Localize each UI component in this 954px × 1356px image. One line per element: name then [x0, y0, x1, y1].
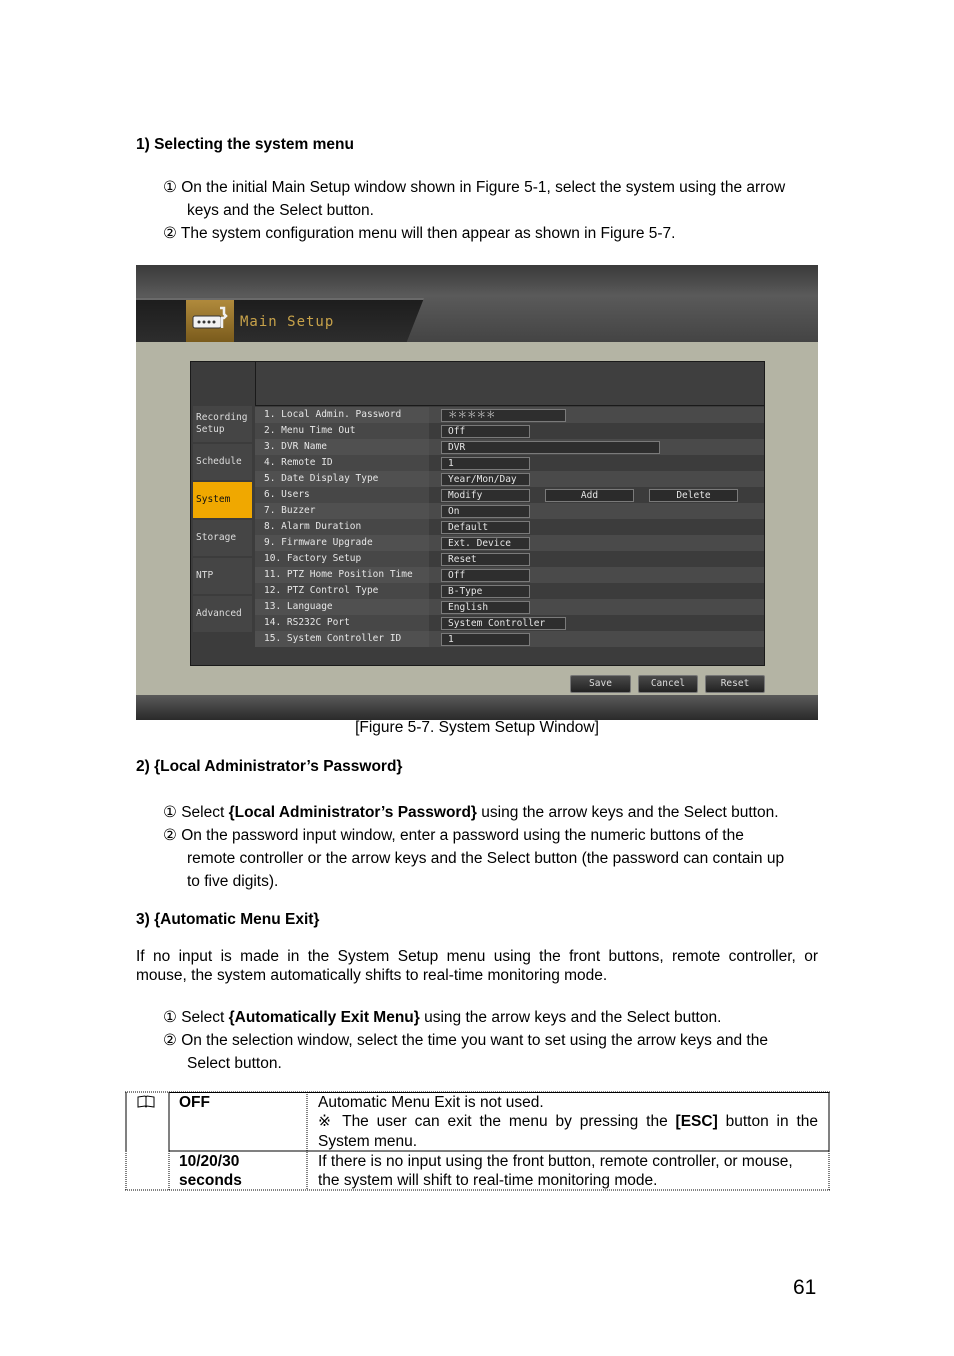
setting-label: 15. System Controller ID — [264, 633, 402, 644]
password-field[interactable]: ＊＊＊＊＊ — [441, 409, 566, 422]
dvr-name-field[interactable]: DVR — [441, 441, 660, 454]
setting-row[interactable] — [255, 423, 764, 439]
setting-row[interactable] — [255, 471, 764, 487]
ptz-home-time-select[interactable]: Off — [441, 569, 530, 582]
setting-label: 2. Menu Time Out — [264, 425, 356, 436]
section-3-step-2: ② On the selection window, select the time you want to set using the arrow keys and the — [163, 1032, 768, 1049]
setting-row[interactable] — [255, 535, 764, 551]
option-seconds-desc: If there is no input using the front button, remote controller, or mouse, — [318, 1153, 793, 1170]
rs232c-port-select[interactable]: System Controller — [441, 617, 566, 630]
setting-label: 13. Language — [264, 601, 333, 612]
window-title: Main Setup — [240, 314, 335, 330]
setting-row[interactable] — [255, 615, 764, 631]
setting-row[interactable] — [255, 439, 764, 455]
section-2-heading: 2) {Local Administrator’s Password} — [136, 758, 403, 775]
buzzer-select[interactable]: On — [441, 505, 530, 518]
sidebar-item-ntp[interactable]: NTP — [193, 558, 252, 594]
system-setup-figure — [136, 265, 818, 720]
users-delete-button[interactable]: Delete — [649, 489, 738, 502]
setting-row[interactable] — [255, 519, 764, 535]
setting-row[interactable] — [255, 599, 764, 615]
setting-label: 9. Firmware Upgrade — [264, 537, 373, 548]
setting-label: 5. Date Display Type — [264, 473, 379, 484]
sidebar-item-recording-setup[interactable]: Recording Setup — [193, 406, 252, 442]
panel-header — [255, 362, 764, 406]
setting-label: 11. PTZ Home Position Time — [264, 569, 413, 580]
section-3-paragraph-cont: mouse, the system automatically shifts to real-time monitoring mode. — [136, 967, 608, 984]
section-1-step-1: ① On the initial Main Setup window shown in Figure 5-1, select the system using the arrow — [163, 179, 786, 196]
setting-row[interactable] — [255, 455, 764, 471]
figure-caption: [Figure 5-7. System Setup Window] — [355, 719, 599, 736]
section-1-step-1-cont: keys and the Select button. — [187, 202, 374, 219]
sidebar-item-advanced[interactable]: Advanced — [193, 596, 252, 632]
option-off-desc: Automatic Menu Exit is not used. — [318, 1094, 544, 1111]
system-controller-id-select[interactable]: 1 — [441, 633, 530, 646]
remote-id-select[interactable]: 1 — [441, 457, 530, 470]
option-seconds-label: 10/20/30 — [179, 1153, 240, 1170]
users-add-button[interactable]: Add — [545, 489, 634, 502]
menu-timeout-select[interactable]: Off — [441, 425, 530, 438]
sidebar-item-system[interactable]: System — [193, 482, 252, 518]
section-2-step-2: ② On the password input window, enter a password using the numeric buttons of the — [163, 827, 744, 844]
page-number: 61 — [793, 1276, 817, 1299]
factory-reset-button[interactable]: Reset — [441, 553, 530, 566]
setting-label: 8. Alarm Duration — [264, 521, 362, 532]
section-1-step-2: ② The system configuration menu will then appear as shown in Figure 5-7. — [163, 225, 676, 242]
setting-row[interactable] — [255, 567, 764, 583]
setting-row[interactable] — [255, 407, 764, 423]
setting-label: 1. Local Admin. Password — [264, 409, 402, 420]
settings-panel — [190, 361, 765, 666]
section-3-step-1: ① Select {Automatically Exit Menu} using the arrow keys and the Select button. — [163, 1009, 722, 1026]
section-3-heading: 3) {Automatic Menu Exit} — [136, 911, 320, 928]
section-2-step-2-cont: to five digits). — [187, 873, 279, 890]
setting-row[interactable] — [255, 487, 764, 503]
setting-row[interactable] — [255, 551, 764, 567]
option-off-note: ※ The user can exit the menu by pressing the [ESC] button in the — [318, 1113, 819, 1130]
section-1-heading: 1) Selecting the system menu — [136, 136, 354, 153]
alarm-duration-select[interactable]: Default — [441, 521, 530, 534]
cancel-button[interactable]: Cancel — [638, 675, 698, 693]
option-off-label: OFF — [179, 1094, 210, 1111]
section-3-step-2-cont: Select button. — [187, 1055, 282, 1072]
language-select[interactable]: English — [441, 601, 530, 614]
save-button[interactable]: Save — [570, 675, 631, 693]
setting-label: 7. Buzzer — [264, 505, 316, 516]
section-2-step-2-cont: remote controller or the arrow keys and the Select button (the password can contain up — [187, 850, 785, 867]
firmware-upgrade-button[interactable]: Ext. Device — [441, 537, 530, 550]
setting-row[interactable] — [255, 503, 764, 519]
setting-row[interactable] — [255, 583, 764, 599]
ptz-control-type-select[interactable]: B-Type — [441, 585, 530, 598]
date-display-select[interactable]: Year/Mon/Day — [441, 473, 530, 486]
book-icon — [137, 1095, 155, 1114]
option-seconds-label-cont: seconds — [179, 1172, 242, 1189]
option-off-note-cont: System menu. — [318, 1133, 418, 1150]
reset-button[interactable]: Reset — [705, 675, 765, 693]
setting-row[interactable] — [255, 631, 764, 647]
section-2-step-1: ① Select {Local Administrator’s Password} using the arrow keys and the Select button. — [163, 804, 779, 821]
sidebar-item-storage[interactable]: Storage — [193, 520, 252, 556]
section-3-paragraph: If no input is made in the System Setup menu using the front buttons, remote controller, or — [136, 948, 818, 965]
setting-label: 3. DVR Name — [264, 441, 327, 452]
dvr-wrench-icon — [186, 300, 234, 342]
setting-label: 12. PTZ Control Type — [264, 585, 379, 596]
users-modify-button[interactable]: Modify — [441, 489, 530, 502]
figure-bottom-bar — [136, 695, 818, 720]
setting-label: 4. Remote ID — [264, 457, 333, 468]
setting-label: 6. Users — [264, 489, 310, 500]
option-seconds-desc-cont: the system will shift to real-time monitoring mode. — [318, 1172, 658, 1189]
setting-label: 14. RS232C Port — [264, 617, 350, 628]
setting-label: 10. Factory Setup — [264, 553, 362, 564]
menu-exit-options-table — [125, 1091, 830, 1191]
sidebar-item-schedule[interactable]: Schedule — [193, 444, 252, 480]
